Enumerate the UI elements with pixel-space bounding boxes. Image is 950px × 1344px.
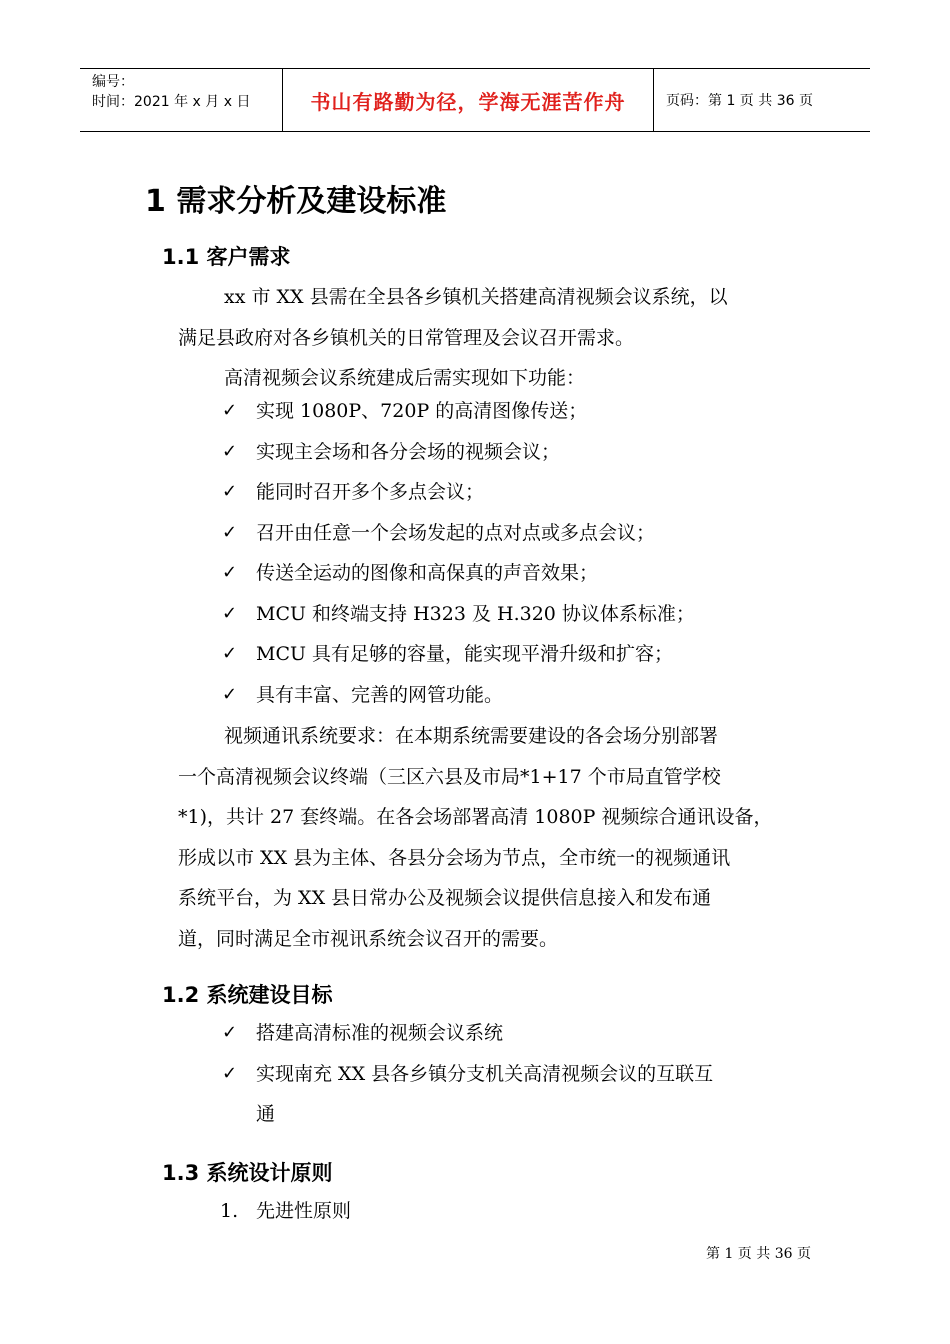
- list-item: ✓ 实现南充 XX 县各乡镇分支机关高清视频会议的互联互: [220, 1054, 820, 1095]
- page-footer: 第 1 页 共 36 页: [706, 1246, 811, 1262]
- check-icon: ✓: [222, 562, 238, 583]
- check-icon: ✓: [222, 521, 238, 543]
- header-page-label: 页码：第 1 页 共 36 页: [666, 93, 813, 109]
- header-meta: [80, 69, 282, 131]
- goals-list: [220, 1013, 820, 1135]
- list-item: 通: [256, 1103, 276, 1125]
- header-time-label: 时间：2021 年 x 月 x 日: [92, 94, 251, 110]
- functions-list: [220, 391, 820, 715]
- list-item: ✓ MCU 具有足够的容量，能实现平滑升级和扩容；: [220, 634, 820, 675]
- list-item: ✓ 实现主会场和各分会场的视频会议；: [220, 432, 820, 473]
- list-item: ✓ 传送全运动的图像和高保真的声音效果；: [220, 553, 820, 594]
- check-icon: ✓: [222, 602, 238, 624]
- requirement-line: 形成以市 XX 县为主体、各县分会场为节点，全市统一的视频通讯: [178, 846, 731, 869]
- check-icon: ✓: [222, 643, 238, 664]
- check-icon: ✓: [222, 683, 238, 705]
- heading-1: 1 需求分析及建设标准: [145, 184, 447, 219]
- intro-line: xx 市 XX 县需在全县各乡镇机关搭建高清视频会议系统，以: [224, 286, 728, 308]
- functions-intro: 高清视频会议系统建成后需实现如下功能：: [224, 367, 586, 389]
- heading-1-2: 1.2 系统建设目标: [162, 983, 333, 1007]
- requirement-line: 一个高清视频会议终端（三区六县及市局*1+17 个市局直管学校: [178, 765, 721, 788]
- intro-paragraph: [178, 277, 818, 399]
- header-motto: 书山有路勤为径，学海无涯苦作舟: [282, 69, 654, 131]
- requirement-line: 视频通讯系统要求：在本期系统需要建设的各会场分别部署: [224, 725, 719, 747]
- principles-list: [220, 1191, 820, 1232]
- check-icon: ✓: [222, 1062, 238, 1084]
- check-icon: ✓: [222, 1022, 238, 1043]
- header-number-label: 编号：: [92, 74, 134, 90]
- list-item: ✓ 实现 1080P、720P 的高清图像传送；: [220, 391, 820, 432]
- check-icon: ✓: [222, 400, 238, 421]
- page-header: [80, 68, 870, 132]
- list-item: ✓ 搭建高清标准的视频会议系统: [220, 1013, 820, 1054]
- heading-1-1: 1.1 客户需求: [162, 245, 291, 269]
- list-item: ✓ 召开由任意一个会场发起的点对点或多点会议；: [220, 513, 820, 554]
- check-icon: ✓: [222, 440, 238, 462]
- list-item: ✓ 能同时召开多个多点会议；: [220, 472, 820, 513]
- list-item: ✓ MCU 和终端支持 H323 及 H.320 协议体系标准；: [220, 594, 820, 635]
- requirement-paragraph: [178, 716, 818, 959]
- list-item: 1. 先进性原则: [220, 1191, 820, 1232]
- list-item: ✓ 具有丰富、完善的网管功能。: [220, 675, 820, 716]
- heading-1-3: 1.3 系统设计原则: [162, 1161, 333, 1185]
- intro-line: 满足县政府对各乡镇机关的日常管理及会议召开需求。: [178, 326, 635, 349]
- list-number: 1.: [220, 1200, 239, 1222]
- requirement-line: *1)，共计 27 套终端。在各会场部署高清 1080P 视频综合通讯设备，: [178, 806, 773, 828]
- check-icon: ✓: [222, 481, 238, 502]
- requirement-line: 道，同时满足全市视讯系统会议召开的需要。: [178, 927, 559, 950]
- requirement-line: 系统平台，为 XX 县日常办公及视频会议提供信息接入和发布通: [178, 887, 712, 909]
